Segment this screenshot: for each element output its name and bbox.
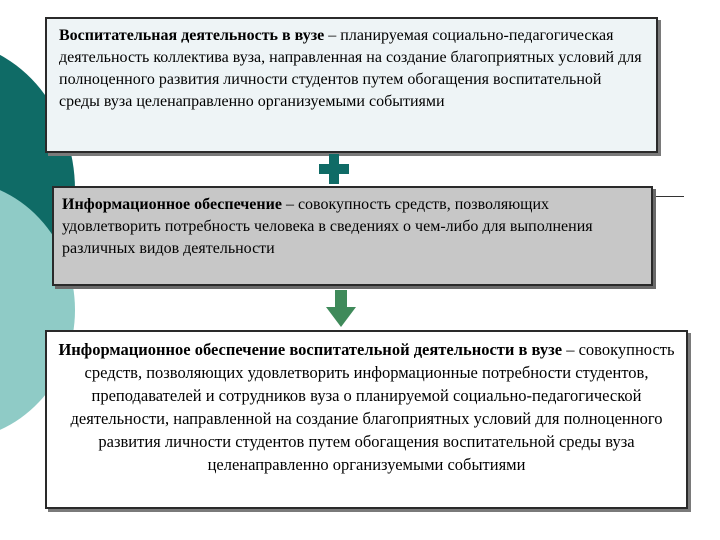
definition-box-information-support-of-educational-activity [45, 330, 688, 509]
box2-term: Информационное обеспечение [62, 196, 282, 213]
box1-term: Воспитательная деятельность в вузе [59, 27, 325, 44]
box2-definition: – совокупность средств, позволяющих удовлетворить потребность человека в сведениях о чем-либо для выполнения различных видов деятельности [62, 196, 593, 257]
box3-term: Информационное обеспечение воспитательной деятельности в вузе [58, 340, 563, 359]
divider-line [653, 196, 684, 197]
box1-definition: – планируемая социально-педагогическая деятельность коллектива вуза, направленная на создание благоприятных условий для полноценного развития личности студентов путем обогащения воспитательной среды вуза целенаправленно организуемыми событиями [59, 27, 642, 110]
definition-box-educational-activity [45, 17, 658, 153]
arrow-down-icon [325, 290, 357, 328]
plus-icon [319, 154, 349, 184]
box3-definition: – совокупность средств, позволяющих удовлетворить информационные потребности студентов, преподавателей и сотрудников вуза о планируемой социально-педагогической деятельности, направленной на создание благоприятных условий для полноценного развития личности студентов путем обогащения воспитательной среды вуза целенаправленно организуемыми событиями [70, 340, 675, 474]
definition-box-information-support [52, 186, 653, 286]
